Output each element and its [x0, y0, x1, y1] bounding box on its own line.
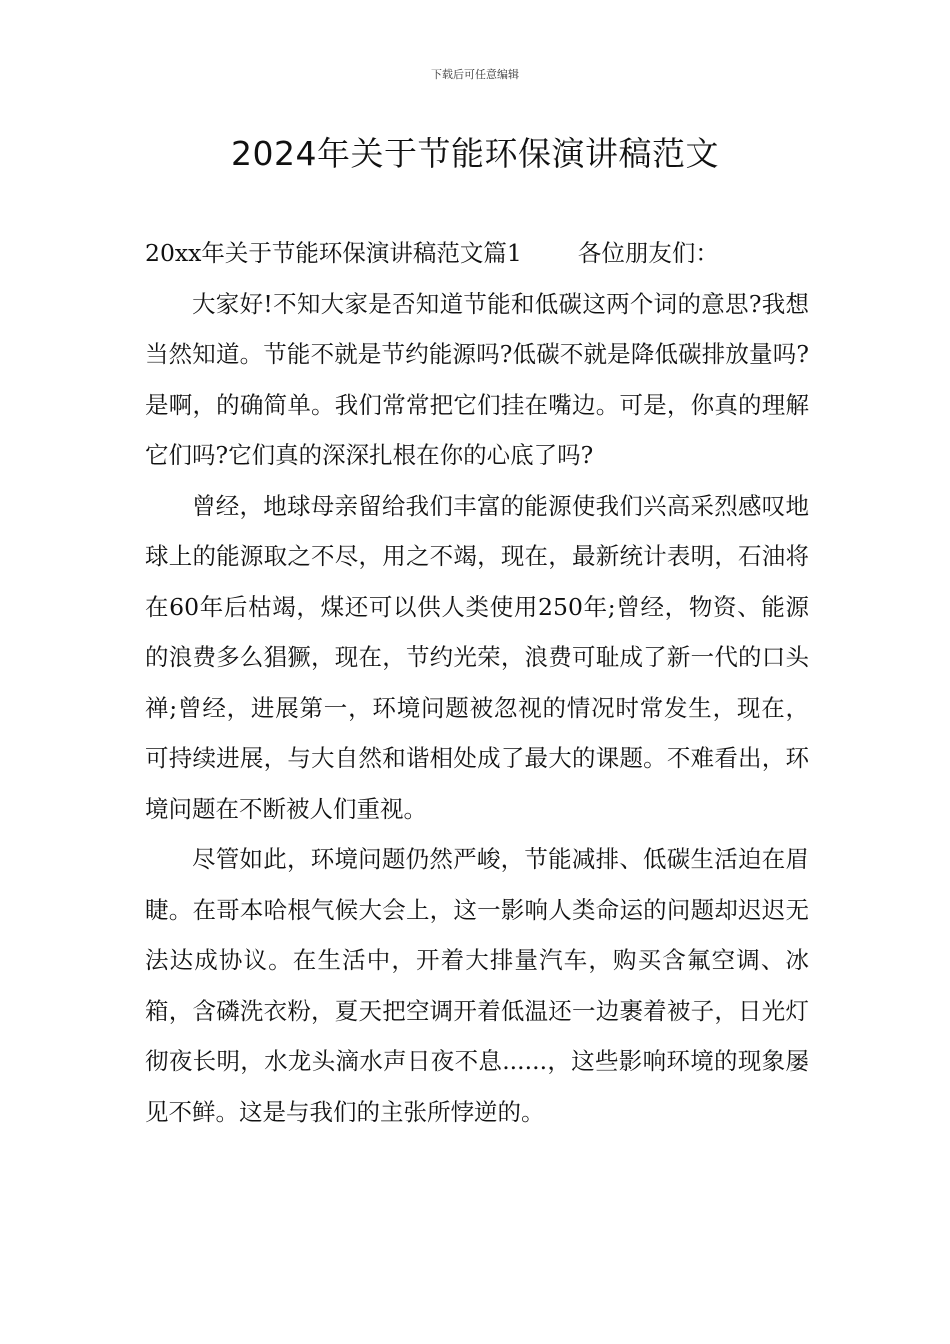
salutation: 各位朋友们：: [577, 239, 719, 267]
paragraph-2: 曾经，地球母亲留给我们丰富的能源使我们兴高采烈感叹地球上的能源取之不尽，用之不竭，现在，最新统计表明，石油将在60年后枯竭，煤还可以供人类使用250年;曾经，物资、能源的浪费多么猖獗，现在，节约光荣，浪费可耻成了新一代的口头禅;曾经，进展第一，环境问题被忽视的情况时常发生，现在，可持续进展，与大自然和谐相处成了最大的课题。不难看出，环境问题在不断被人们重视。: [145, 491, 809, 823]
document-title: 2024年关于节能环保演讲稿范文: [231, 134, 719, 173]
header-note: 下载后可任意编辑: [431, 68, 519, 81]
paragraph-1: 大家好!不知大家是否知道节能和低碳这两个词的意思?我想当然知道。节能不就是节约能源吗?低碳不就是降低碳排放量吗?是啊，的确简单。我们常常把它们挂在嘴边。可是，你真的理解它们吗?它们真的深深扎根在你的心底了吗?: [145, 289, 809, 469]
intro-line: [145, 228, 809, 279]
document-body: [145, 228, 809, 1137]
paragraph-3: 尽管如此，环境问题仍然严峻，节能减排、低碳生活迫在眉睫。在哥本哈根气候大会上，这一影响人类命运的问题却迟迟无法达成协议。在生活中，开着大排量汽车，购买含氟空调、冰箱，含磷洗衣粉，夏天把空调开着低温还一边裹着被子，日光灯彻夜长明，水龙头滴水声日夜不息......，这些影响环境的现象屡见不鲜。这是与我们的主张所悖逆的。: [145, 845, 809, 1126]
section-heading: 20xx年关于节能环保演讲稿范文篇1: [145, 239, 522, 267]
